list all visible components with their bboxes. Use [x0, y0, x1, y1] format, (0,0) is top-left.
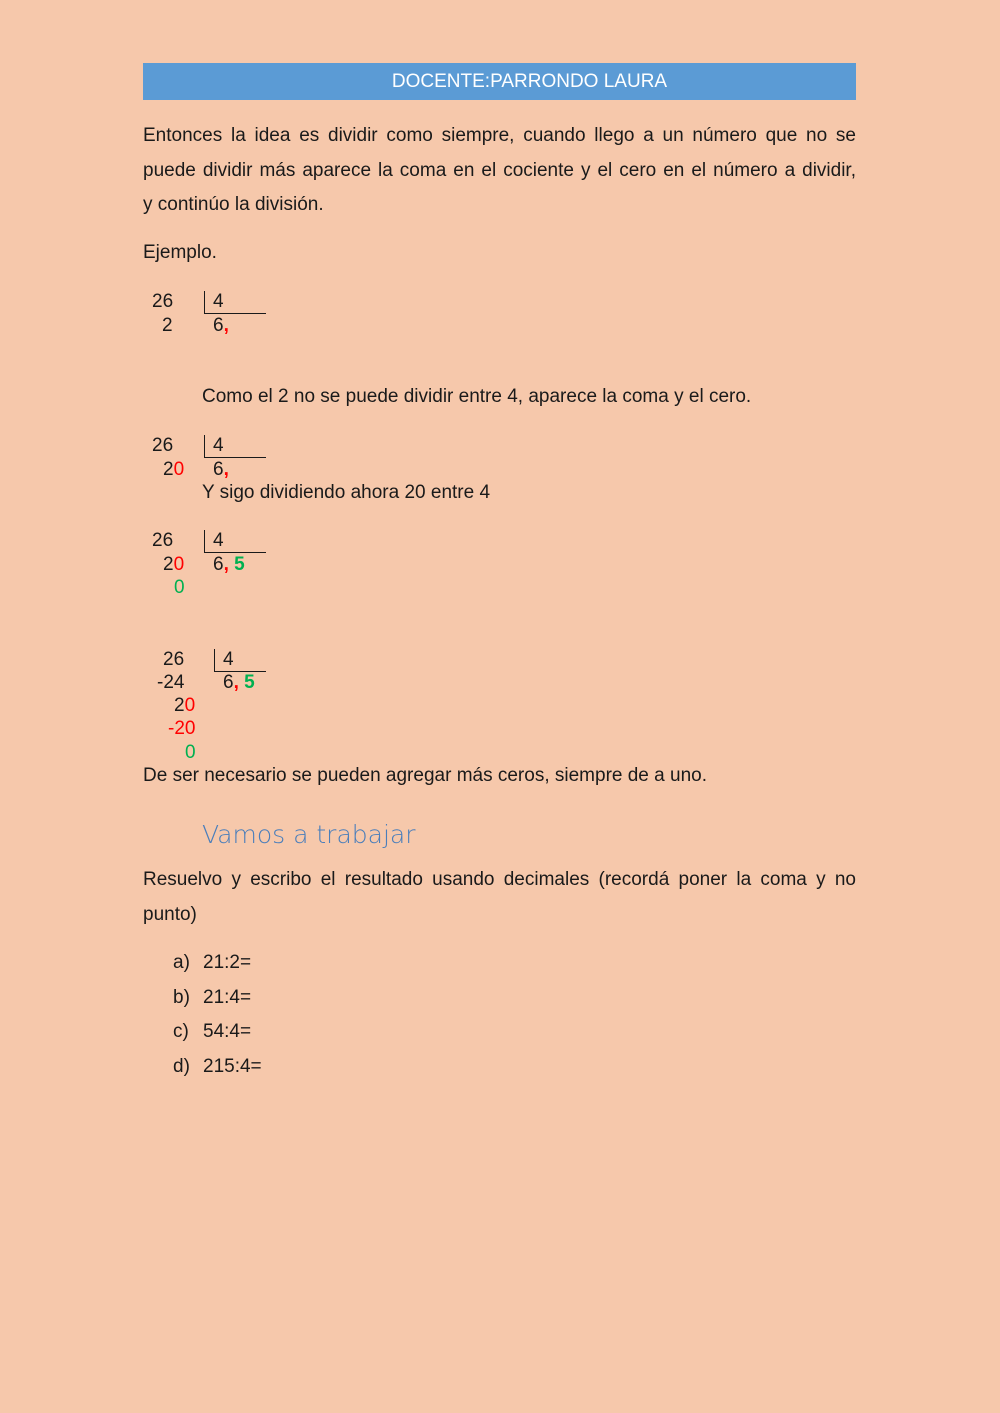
division-bracket-vertical	[214, 649, 215, 672]
exercise-marker: a)	[173, 952, 190, 973]
dividend: 26	[152, 291, 174, 312]
division-bracket-horizontal	[204, 552, 266, 553]
note-1: Como el 2 no se puede dividir entre 4, aparece la coma y el cero.	[202, 386, 752, 407]
decimal-digit: 5	[234, 554, 245, 575]
exercise-item	[173, 1021, 251, 1043]
exercise-text: 21:2=	[203, 952, 252, 973]
teacher-header	[143, 63, 856, 100]
note-2: Y sigo dividiendo ahora 20 entre 4	[202, 482, 491, 503]
remainder: 2	[162, 315, 173, 336]
final-remainder: 0	[174, 577, 185, 598]
remainder: 20	[163, 459, 185, 480]
division-bracket-vertical	[204, 435, 205, 458]
instruction-line-2: punto)	[143, 903, 197, 925]
division-bracket-horizontal	[204, 457, 266, 458]
quotient: 6, 5	[223, 672, 255, 693]
exercise-text: 215:4=	[203, 1056, 262, 1077]
quotient: 6, 5	[213, 554, 245, 575]
instruction-paragraph	[143, 863, 856, 932]
exercise-text: 21:4=	[203, 987, 252, 1008]
exercise-item	[173, 987, 251, 1009]
intro-paragraph	[143, 119, 856, 223]
decimal-comma: ,	[233, 672, 239, 693]
dividend: 26	[152, 435, 174, 456]
example-label: Ejemplo.	[143, 242, 217, 263]
subtraction-1: -24	[157, 672, 185, 693]
division-bracket-horizontal	[204, 313, 266, 314]
divisor: 4	[213, 291, 224, 312]
final-remainder: 0	[185, 742, 196, 763]
added-zero: 0	[173, 459, 185, 480]
remainder: 20	[163, 554, 185, 575]
divisor: 4	[223, 649, 234, 670]
division-bracket-vertical	[204, 291, 205, 314]
closing-note: De ser necesario se pueden agregar más ceros, siempre de a uno.	[143, 765, 707, 786]
section-heading: Vamos a trabajar	[202, 820, 416, 849]
divisor: 4	[213, 530, 224, 551]
exercise-marker: c)	[173, 1021, 189, 1042]
exercise-item	[173, 1056, 262, 1078]
subtraction-2: -20	[168, 718, 196, 739]
quotient: 6,	[213, 459, 229, 480]
teacher-name: DOCENTE:PARRONDO LAURA	[391, 70, 668, 92]
intro-line-2: puede dividir más aparece la coma en el cociente y el cero en el número a dividir,	[143, 159, 856, 181]
decimal-comma: ,	[223, 554, 229, 575]
divisor: 4	[213, 435, 224, 456]
exercise-marker: d)	[173, 1056, 190, 1077]
intro-line-3: y continúo la división.	[143, 194, 324, 215]
intro-line-1: Entonces la idea es dividir como siempre, cuando llego a un número que no se	[143, 125, 856, 146]
decimal-digit: 5	[244, 672, 255, 693]
added-zero: 0	[173, 554, 185, 575]
exercise-marker: b)	[173, 987, 190, 1008]
dividend: 26	[152, 530, 174, 551]
instruction-line-1: Resuelvo y escribo el resultado usando decimales (recordá poner la coma y no	[143, 869, 856, 890]
dividend: 26	[163, 649, 185, 670]
exercise-text: 54:4=	[203, 1021, 252, 1042]
quotient: 6,	[213, 315, 229, 336]
exercise-item	[173, 952, 251, 974]
division-bracket-vertical	[204, 530, 205, 553]
remainder: 20	[174, 695, 196, 716]
added-zero: 0	[184, 695, 196, 716]
decimal-comma: ,	[223, 459, 229, 480]
decimal-comma: ,	[223, 315, 229, 336]
